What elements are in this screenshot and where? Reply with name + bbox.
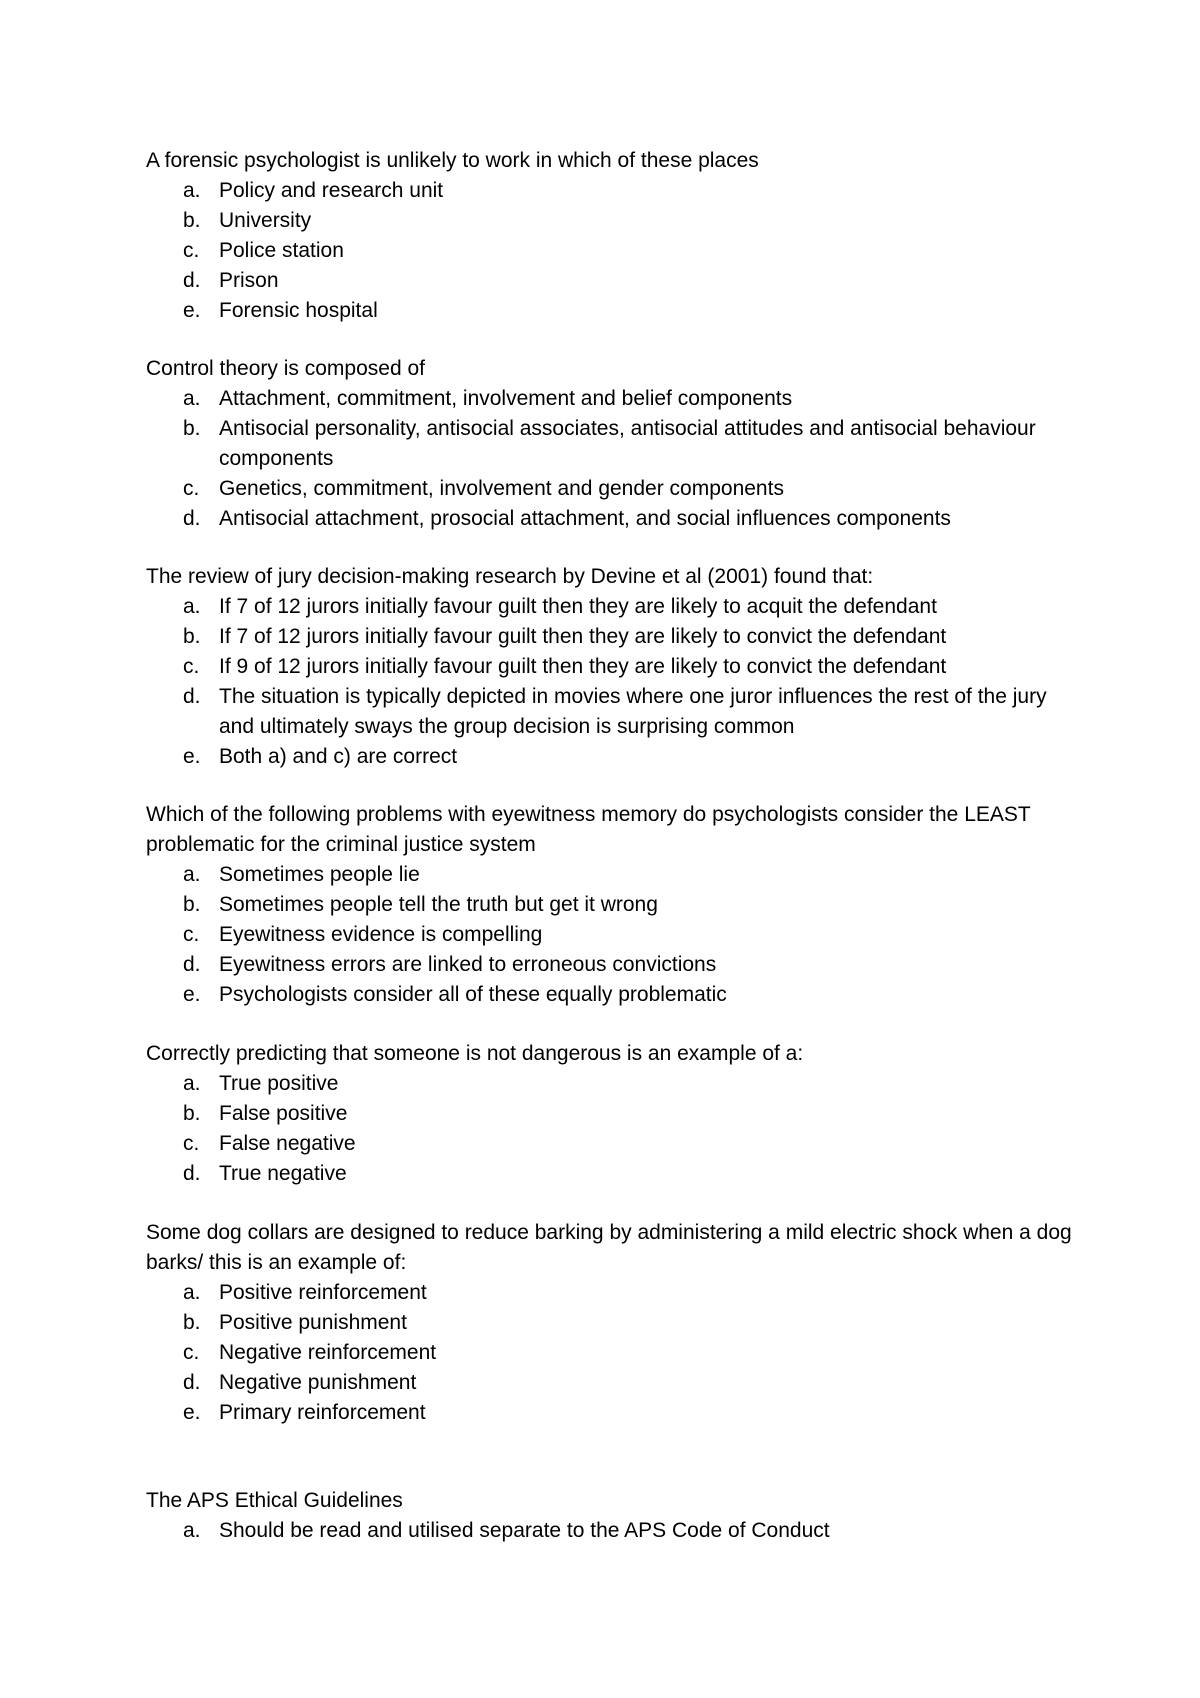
answer-option	[146, 206, 1076, 236]
option-text: Police station	[219, 239, 344, 262]
option-text: Eyewitness evidence is compelling	[219, 923, 543, 946]
answer-option	[146, 414, 1076, 474]
answer-option	[146, 236, 1076, 266]
option-text: Both a) and c) are correct	[219, 745, 458, 768]
answer-option	[146, 980, 1076, 1010]
option-letter: d.	[183, 1371, 201, 1394]
option-text: Should be read and utilised separate to the APS Code of Conduct	[219, 1519, 830, 1542]
answer-option	[146, 950, 1076, 980]
question-block	[146, 1486, 1076, 1546]
option-text: Psychologists consider all of these equally problematic	[219, 983, 727, 1006]
option-list	[146, 1069, 1076, 1189]
option-letter: b.	[183, 1102, 201, 1125]
question-block	[146, 1039, 1076, 1189]
option-text: Sometimes people tell the truth but get it wrong	[219, 893, 658, 916]
option-list	[146, 1278, 1076, 1428]
option-letter: d.	[183, 1162, 201, 1185]
option-list	[146, 592, 1076, 772]
option-text: Antisocial attachment, prosocial attachment, and social influences components	[219, 507, 951, 530]
option-letter: d.	[183, 685, 201, 708]
option-letter: a.	[183, 1519, 201, 1542]
answer-option	[146, 266, 1076, 296]
option-text: If 7 of 12 jurors initially favour guilt then they are likely to acquit the defendant	[219, 595, 937, 618]
option-letter: d.	[183, 507, 201, 530]
option-text: True positive	[219, 1072, 339, 1095]
option-letter: c.	[183, 477, 200, 500]
answer-option	[146, 1368, 1076, 1398]
option-text: Sometimes people lie	[219, 863, 420, 886]
question-block	[146, 800, 1076, 1010]
option-text: Genetics, commitment, involvement and gender components	[219, 477, 784, 500]
option-text: Prison	[219, 269, 279, 292]
option-letter: c.	[183, 239, 200, 262]
option-text: Attachment, commitment, involvement and belief components	[219, 387, 793, 410]
question-text: Control theory is composed of	[146, 357, 425, 380]
option-text: True negative	[219, 1162, 347, 1185]
option-text: If 9 of 12 jurors initially favour guilt then they are likely to convict the defendant	[219, 655, 947, 678]
option-list	[146, 860, 1076, 1010]
answer-option	[146, 1398, 1076, 1428]
option-text: Policy and research unit	[219, 179, 444, 202]
question-block	[146, 562, 1076, 772]
question-block	[146, 354, 1076, 534]
answer-option	[146, 474, 1076, 504]
question-block	[146, 1218, 1076, 1428]
answer-option	[146, 1099, 1076, 1129]
answer-option	[146, 890, 1076, 920]
answer-option	[146, 1069, 1076, 1099]
question-text: Some dog collars are designed to reduce barking by administering a mild electric shock when a dog barks/ this is an example of:	[146, 1221, 1072, 1274]
answer-option	[146, 504, 1076, 534]
option-letter: e.	[183, 983, 201, 1006]
option-text: Negative punishment	[219, 1371, 417, 1394]
answer-option	[146, 860, 1076, 890]
question-text: Correctly predicting that someone is not dangerous is an example of a:	[146, 1042, 804, 1065]
option-text: The situation is typically depicted in movies where one juror influences the rest of the jury and ultimately sways the group decision is surprising common	[219, 685, 1047, 738]
option-letter: e.	[183, 745, 201, 768]
option-list	[146, 176, 1076, 326]
option-letter: a.	[183, 179, 201, 202]
answer-option	[146, 622, 1076, 652]
answer-option	[146, 652, 1076, 682]
option-letter: d.	[183, 269, 201, 292]
answer-option	[146, 1278, 1076, 1308]
option-letter: b.	[183, 893, 201, 916]
option-letter: b.	[183, 625, 201, 648]
option-text: Antisocial personality, antisocial associates, antisocial attitudes and antisocial behaviour components	[219, 417, 1036, 470]
answer-option	[146, 1159, 1076, 1189]
option-letter: c.	[183, 655, 200, 678]
question-text: A forensic psychologist is unlikely to work in which of these places	[146, 149, 759, 172]
option-letter: a.	[183, 387, 201, 410]
option-letter: e.	[183, 299, 201, 322]
option-letter: c.	[183, 1341, 200, 1364]
option-letter: a.	[183, 1072, 201, 1095]
answer-option	[146, 296, 1076, 326]
option-letter: d.	[183, 953, 201, 976]
option-text: False positive	[219, 1102, 348, 1125]
option-text: Forensic hospital	[219, 299, 378, 322]
option-letter: b.	[183, 1311, 201, 1334]
option-list	[146, 1516, 1076, 1546]
option-text: If 7 of 12 jurors initially favour guilt then they are likely to convict the defendant	[219, 625, 947, 648]
option-letter: b.	[183, 417, 201, 440]
option-letter: c.	[183, 923, 200, 946]
answer-option	[146, 592, 1076, 622]
answer-option	[146, 742, 1076, 772]
option-letter: e.	[183, 1401, 201, 1424]
option-letter: c.	[183, 1132, 200, 1155]
question-text: Which of the following problems with eyewitness memory do psychologists consider the LEAST problematic for the criminal justice system	[146, 803, 1031, 856]
question-text: The APS Ethical Guidelines	[146, 1489, 403, 1512]
answer-option	[146, 384, 1076, 414]
option-letter: b.	[183, 209, 201, 232]
option-text: Negative reinforcement	[219, 1341, 437, 1364]
answer-option	[146, 1129, 1076, 1159]
option-text: False negative	[219, 1132, 356, 1155]
option-list	[146, 384, 1076, 534]
answer-option	[146, 1308, 1076, 1338]
option-letter: a.	[183, 595, 201, 618]
option-letter: a.	[183, 863, 201, 886]
option-text: University	[219, 209, 312, 232]
question-block	[146, 146, 1076, 326]
option-text: Eyewitness errors are linked to erroneous convictions	[219, 953, 717, 976]
question-text: The review of jury decision-making research by Devine et al (2001) found that:	[146, 565, 874, 588]
option-letter: a.	[183, 1281, 201, 1304]
answer-option	[146, 1516, 1076, 1546]
answer-option	[146, 176, 1076, 206]
answer-option	[146, 1338, 1076, 1368]
option-text: Positive reinforcement	[219, 1281, 427, 1304]
option-text: Primary reinforcement	[219, 1401, 426, 1424]
answer-option	[146, 920, 1076, 950]
option-text: Positive punishment	[219, 1311, 407, 1334]
answer-option	[146, 682, 1076, 742]
